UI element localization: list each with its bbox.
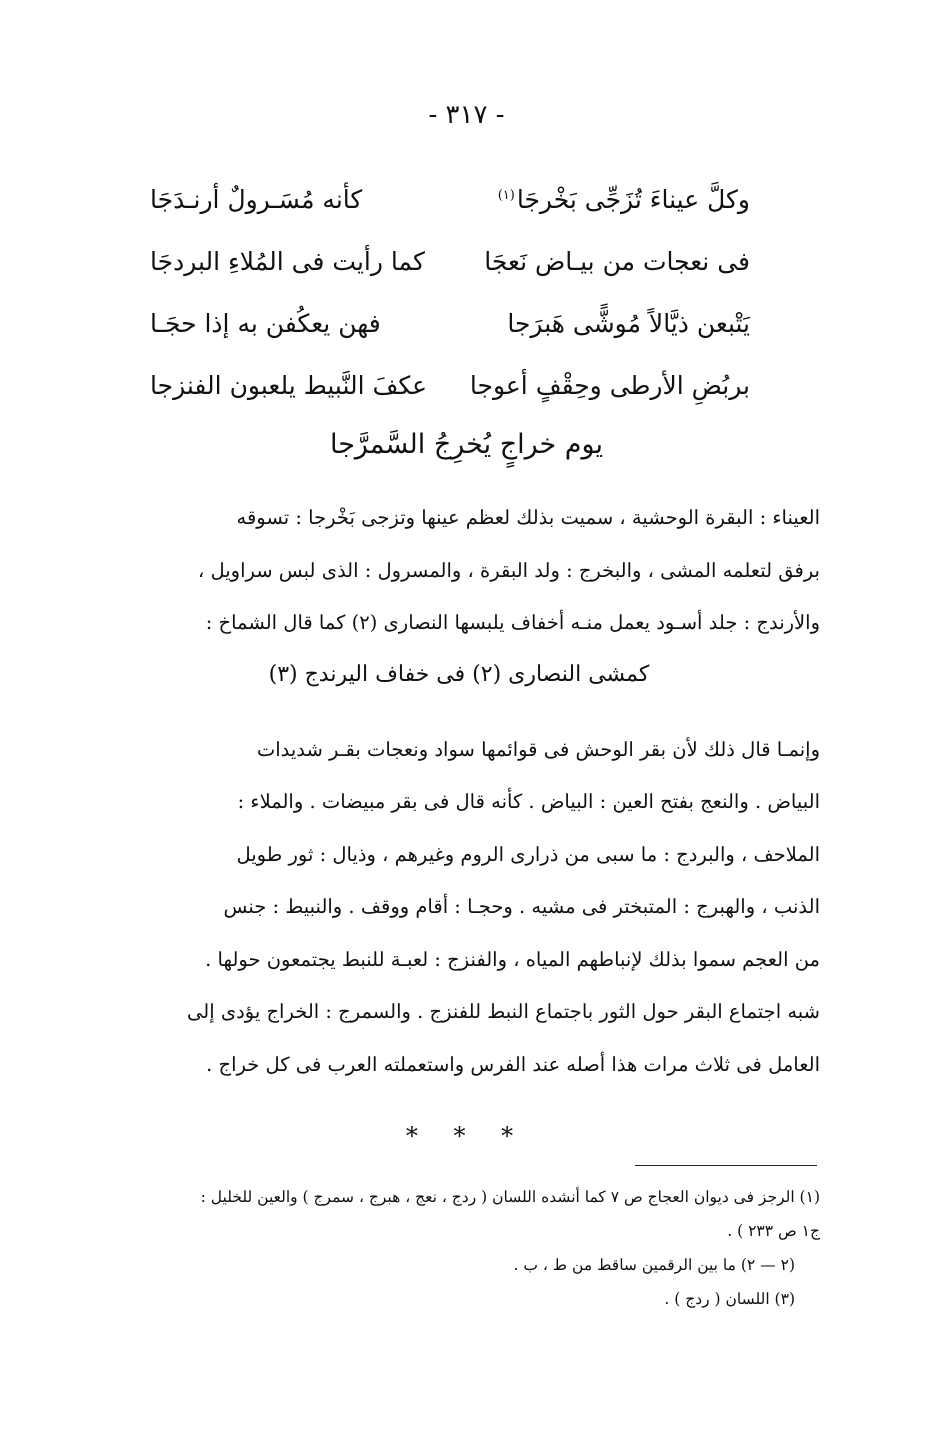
commentary-line: الملاحف ، والبردج : ما سبى من ذرارى الروم وغيرهم ، وذيال : ثور طويل bbox=[236, 842, 820, 866]
commentary-text bbox=[98, 492, 820, 1091]
commentary-line: شبه اجتماع البقر حول الثور باجتماع النبط للفنزج . والسمرج : الخراج يؤدى إلى bbox=[187, 1000, 820, 1023]
footnotes bbox=[100, 1180, 820, 1316]
verse-line bbox=[150, 338, 750, 400]
page-number: - ٣١٧ - bbox=[428, 100, 505, 130]
verse-line bbox=[150, 214, 750, 276]
commentary-line: برفق لتعلمه المشى ، والبخرج : ولد البقرة ، والمسرول : الذى لبس سراويل ، bbox=[197, 558, 820, 582]
footnote-marker: (١) bbox=[497, 187, 515, 203]
verse-first-hemistich: فى نعجات من بيـاض نَعجَا bbox=[484, 247, 750, 276]
commentary-line: الذنب ، والهبرج : المتبختر فى مشيه . وحجـا : أقام ووقف . والنبيط : جنس bbox=[223, 895, 820, 918]
verse-second-hemistich: كأنه مُسَـرولٌ أرنـدَجَا bbox=[150, 185, 363, 214]
section-separator: * * * bbox=[405, 1122, 528, 1150]
verse-first-hemistich: يَتْبعن ذيَّالاً مُوشًّى هَبرَجا bbox=[507, 309, 750, 338]
footnote-divider bbox=[635, 1165, 817, 1166]
quoted-verse: كمشى النصارى (٢) فى خفاف اليرندج (٣) bbox=[268, 661, 650, 687]
verse-second-hemistich: فهن يعكُفن به إذا حجَـا bbox=[150, 309, 381, 338]
verse-first-hemistich: وكلَّ عيناءَ تُزَجِّى بَخْرجَا$^{(١)}$ bbox=[497, 185, 750, 214]
commentary-line: العيناء : البقرة الوحشية ، سميت بذلك لعظم عينها وتزجى بَخْرجا : تسوقه bbox=[236, 506, 820, 529]
footnote-2: (٢ — ٢) ما بين الرقمين ساقط من ط ، ب . bbox=[513, 1256, 795, 1274]
verse-second-hemistich: عكفَ النَّبيط يلعبون الفنزجا bbox=[150, 371, 428, 400]
footnote-1-continued: ج١ ص ٢٣٣ ) . bbox=[727, 1222, 820, 1240]
commentary-line: من العجم سموا بذلك لإنباطهم المياه ، والفنزج : لعبـة للنبط يجتمعون حولها . bbox=[205, 947, 820, 971]
poem-verses bbox=[150, 152, 750, 400]
verse-line bbox=[150, 276, 750, 338]
verse-first-hemistich: بربُضِ الأرطى وحِقْفٍ أعوجا bbox=[469, 371, 750, 400]
commentary-line: وإنمـا قال ذلك لأن بقر الوحش فى قوائمها سواد ونعجات بقـر شديدات bbox=[256, 737, 820, 761]
footnote-1: (١) الرجز فى ديوان العجاج ص ٧ كما أنشده اللسان ( ردج ، نعج ، هبرج ، سمرج ) والعين للخليل : bbox=[200, 1188, 820, 1206]
commentary-line: والأرندج : جلد أسـود يعمل منـه أخفاف يلبسها النصارى (٢) كما قال الشماخ : bbox=[205, 611, 820, 634]
commentary-line: العامل فى ثلاث مرات هذا أصله عند الفرس واستعملته العرب فى كل خراج . bbox=[206, 1052, 820, 1076]
verse-line bbox=[150, 152, 750, 214]
closing-verse: يوم خراجٍ يُخرِجُ السَّمرَّجا bbox=[330, 429, 603, 460]
footnote-3: (٣) اللسان ( ردج ) . bbox=[664, 1290, 795, 1308]
verse-second-hemistich: كما رأيت فى المُلاءِ البردجَا bbox=[150, 247, 425, 276]
commentary-line: البياض . والنعج بفتح العين : البياض . كأنه قال فى بقر مبيضات . والملاء : bbox=[237, 790, 820, 813]
